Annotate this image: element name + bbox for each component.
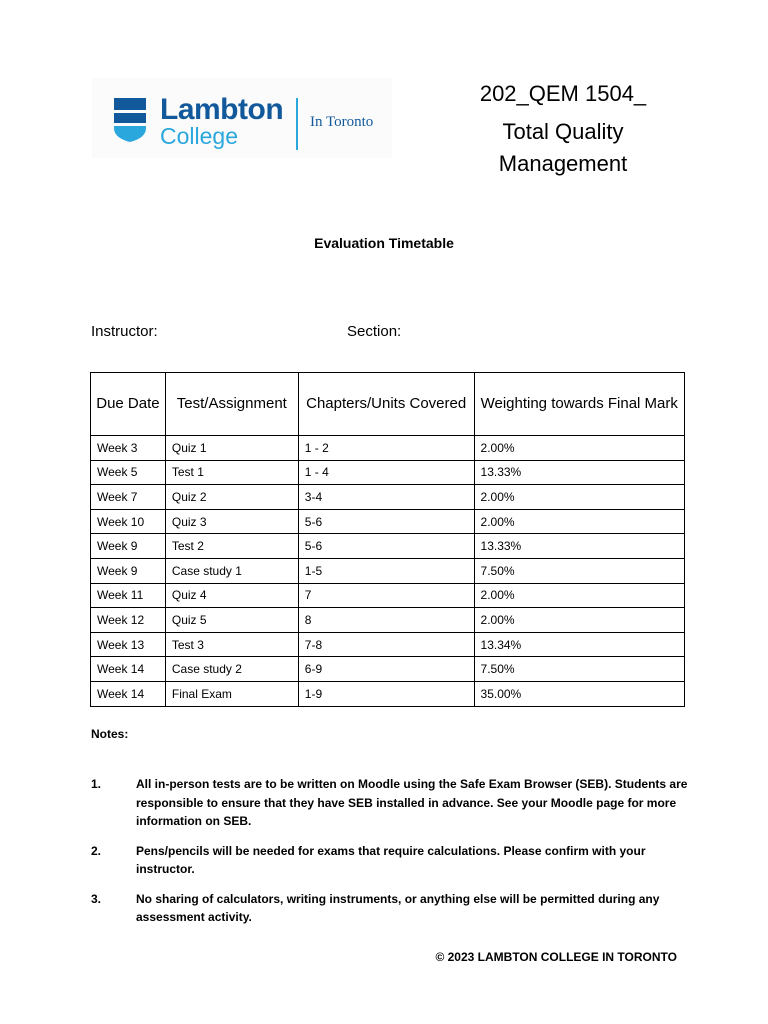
section-label: Section: (347, 323, 402, 340)
note-text: Pens/pencils will be needed for exams that require calculations. Please confirm with your instructor. (136, 843, 646, 876)
cell-due: Week 11 (91, 583, 166, 608)
cell-item: Quiz 1 (165, 436, 298, 461)
cell-item: Final Exam (165, 681, 298, 706)
cell-chapters: 6-9 (298, 657, 474, 682)
page-title: Evaluation Timetable (314, 235, 454, 251)
cell-weight: 13.33% (474, 534, 684, 559)
notes-list (91, 775, 691, 938)
cell-weight: 7.50% (474, 558, 684, 583)
cell-weight: 13.33% (474, 460, 684, 485)
cell-weight: 2.00% (474, 608, 684, 633)
table-row (91, 436, 685, 461)
cell-chapters: 1 - 4 (298, 460, 474, 485)
cell-chapters: 7 (298, 583, 474, 608)
table-row (91, 460, 685, 485)
table-row (91, 657, 685, 682)
notes-heading: Notes: (91, 727, 129, 741)
cell-item: Quiz 3 (165, 509, 298, 534)
table-row (91, 608, 685, 633)
evaluation-table (90, 372, 685, 707)
table-row (91, 558, 685, 583)
cell-chapters: 5-6 (298, 534, 474, 559)
cell-weight: 2.00% (474, 436, 684, 461)
cell-due: Week 9 (91, 534, 166, 559)
cell-item: Test 2 (165, 534, 298, 559)
logo-name-2: College (160, 123, 238, 149)
cell-chapters: 3-4 (298, 485, 474, 510)
cell-weight: 13.34% (474, 632, 684, 657)
note-number: 3. (91, 891, 102, 906)
cell-weight: 35.00% (474, 681, 684, 706)
cell-item: Test 1 (165, 460, 298, 485)
header-due-date: Due Date (91, 373, 166, 436)
instructor-label: Instructor: (91, 323, 158, 340)
table-row (91, 534, 685, 559)
cell-due: Week 5 (91, 460, 166, 485)
note-item (91, 890, 691, 927)
logo-location: In Toronto (310, 114, 374, 130)
logo-divider (296, 98, 298, 150)
cell-chapters: 1 - 2 (298, 436, 474, 461)
cell-item: Quiz 4 (165, 583, 298, 608)
cell-item: Case study 2 (165, 657, 298, 682)
table-row (91, 485, 685, 510)
cell-chapters: 1-9 (298, 681, 474, 706)
copyright-footer: © 2023 LAMBTON COLLEGE IN TORONTO (435, 950, 677, 964)
cell-chapters: 5-6 (298, 509, 474, 534)
college-logo (92, 78, 392, 158)
note-item (91, 842, 691, 879)
table-row (91, 509, 685, 534)
cell-item: Case study 1 (165, 558, 298, 583)
course-code: 202_QEM 1504_ (479, 81, 647, 106)
note-number: 2. (91, 843, 102, 858)
table-row (91, 632, 685, 657)
cell-due: Week 3 (91, 436, 166, 461)
table-header-row (91, 373, 685, 436)
table-row (91, 681, 685, 706)
note-item (91, 775, 691, 831)
shield-icon (112, 96, 148, 142)
cell-chapters: 7-8 (298, 632, 474, 657)
course-header (468, 78, 658, 180)
cell-due: Week 12 (91, 608, 166, 633)
cell-item: Test 3 (165, 632, 298, 657)
course-title: Total Quality Management (498, 119, 628, 176)
table-row (91, 583, 685, 608)
cell-due: Week 9 (91, 558, 166, 583)
cell-due: Week 13 (91, 632, 166, 657)
note-text: All in-person tests are to be written on Moodle using the Safe Exam Browser (SEB). Students are responsible to ensure that they have SEB installed in advance. See your Moodle page for more information on SEB. (136, 777, 688, 828)
note-text: No sharing of calculators, writing instruments, or anything else will be permitted during any assessment activity. (136, 891, 660, 924)
cell-chapters: 8 (298, 608, 474, 633)
cell-due: Week 7 (91, 485, 166, 510)
cell-chapters: 1-5 (298, 558, 474, 583)
cell-weight: 2.00% (474, 583, 684, 608)
note-number: 1. (91, 777, 102, 791)
cell-due: Week 14 (91, 657, 166, 682)
cell-item: Quiz 5 (165, 608, 298, 633)
cell-weight: 7.50% (474, 657, 684, 682)
cell-item: Quiz 2 (165, 485, 298, 510)
cell-due: Week 10 (91, 509, 166, 534)
cell-due: Week 14 (91, 681, 166, 706)
header-weighting: Weighting towards Final Mark (474, 373, 684, 436)
logo-name: Lambton (160, 93, 284, 126)
cell-weight: 2.00% (474, 509, 684, 534)
header-test-assignment: Test/Assignment (165, 373, 298, 436)
cell-weight: 2.00% (474, 485, 684, 510)
header-chapters: Chapters/Units Covered (298, 373, 474, 436)
